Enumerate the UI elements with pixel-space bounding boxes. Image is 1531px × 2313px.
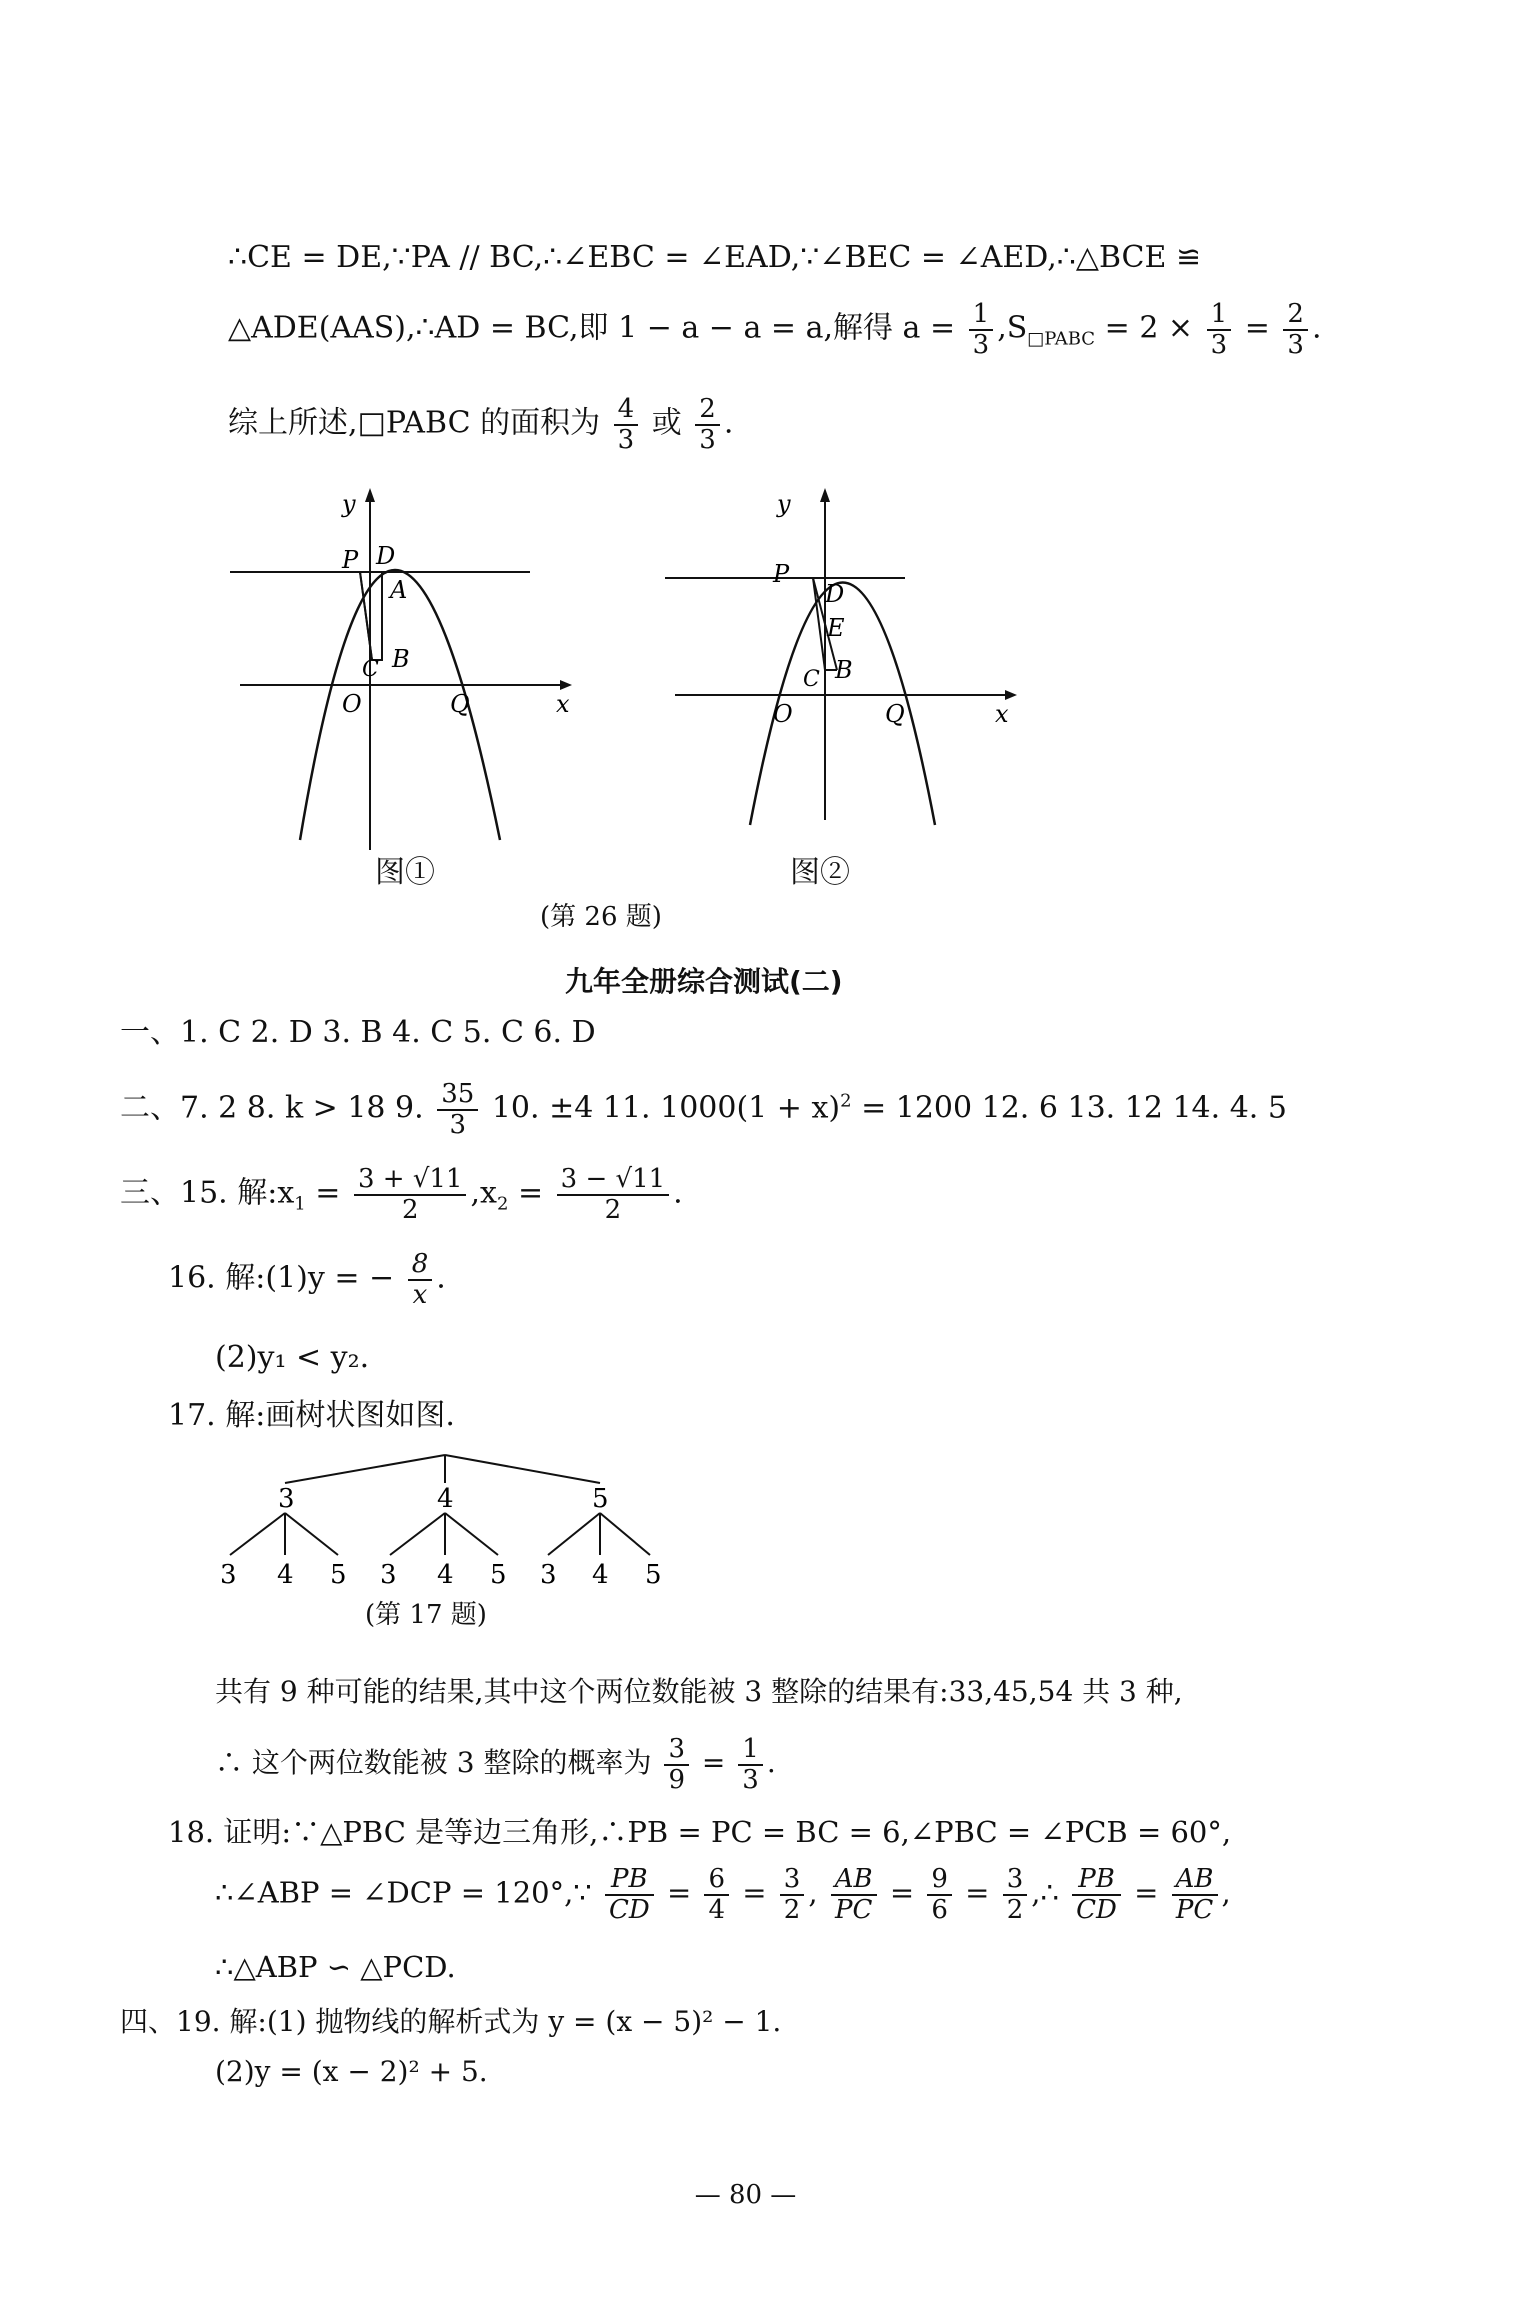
denominator: 3: [617, 424, 635, 455]
denominator: 2: [604, 1194, 622, 1225]
prev-line-3: [228, 395, 733, 454]
label-o: O: [342, 690, 362, 718]
tree-leaf: 5: [330, 1560, 347, 1590]
answer-18-line-1: 18. 证明:∵△PBC 是等边三角形,∴PB = PC = BC = 6,∠PBC = ∠PCB = 60°,: [168, 1815, 1232, 1849]
text: ,∴: [1031, 1875, 1059, 1910]
label-c: C: [362, 657, 379, 682]
tree-leaf: 3: [540, 1560, 557, 1590]
fraction: [704, 1865, 729, 1924]
text: =: [666, 1875, 692, 1910]
answer-19-line-1: 四、19. 解:(1) 抛物线的解析式为 y = (x − 5)² − 1.: [120, 2005, 782, 2038]
numerator: 1: [969, 300, 994, 331]
numerator: 4: [614, 395, 639, 426]
label-y: y: [342, 490, 356, 518]
numerator: 1: [738, 1735, 763, 1766]
fraction: [1283, 300, 1308, 359]
fraction: [969, 300, 994, 359]
text: △ADE(AAS),∴AD = BC,即 1 − a − a = a,解得 a =: [228, 310, 956, 346]
answers-part-1: 一、1. C 2. D 3. B 4. C 5. C 6. D: [120, 1015, 596, 1050]
text: ,: [1221, 1875, 1231, 1910]
answer-17-line-1: 共有 9 种可能的结果,其中这个两位数能被 3 整除的结果有:33,45,54 共 3 种,: [215, 1675, 1183, 1708]
label-b: B: [392, 645, 410, 673]
denominator: 3: [1210, 329, 1228, 360]
label-x: x: [995, 700, 1009, 728]
text: =: [742, 1875, 767, 1910]
denominator: 3: [972, 329, 990, 360]
numerator: PB: [1072, 1865, 1121, 1896]
tree-leaf: 4: [277, 1560, 294, 1590]
numerator: 3: [780, 1865, 805, 1896]
fraction: [437, 1080, 478, 1139]
fraction: [1072, 1865, 1121, 1924]
text: = 2 ×: [1104, 310, 1194, 346]
answer-17-line-2: [215, 1735, 776, 1794]
denominator: 2: [401, 1194, 419, 1225]
label-q: Q: [885, 700, 905, 728]
text: .: [766, 1746, 776, 1780]
numerator: 3 + √11: [354, 1165, 467, 1196]
denominator: 3: [449, 1109, 467, 1140]
numerator: 3 − √11: [557, 1165, 670, 1196]
numerator: 6: [704, 1865, 729, 1896]
text: .: [1311, 310, 1322, 346]
text: =: [1244, 310, 1270, 346]
text: ,x: [470, 1175, 497, 1211]
text: 三、15. 解:x: [120, 1175, 295, 1211]
tree-leaf: 3: [220, 1560, 237, 1590]
text: .: [673, 1175, 683, 1211]
fraction: [605, 1865, 654, 1924]
subscript: □PABC: [1027, 328, 1096, 350]
fraction: [927, 1865, 952, 1924]
page-number: — 80 —: [694, 2180, 797, 2210]
text: .: [436, 1260, 446, 1296]
answer-18-line-3: ∴△ABP ∽ △PCD.: [215, 1950, 456, 1984]
text: 或: [651, 405, 682, 441]
fraction: [831, 1865, 877, 1924]
tree-branch: [445, 1455, 600, 1483]
answer-19-line-2: (2)y = (x − 2)² + 5.: [215, 2055, 488, 2088]
fraction: [695, 395, 720, 454]
superscript: 2: [840, 1090, 852, 1112]
answer-16-part-2: (2)y₁ < y₂.: [215, 1340, 370, 1375]
denominator: 9: [668, 1764, 685, 1795]
label-q: Q: [450, 690, 470, 718]
text: =: [1134, 1875, 1159, 1910]
label-d: D: [825, 580, 845, 608]
text: ∴∠ABP = ∠DCP = 120°,∵: [215, 1875, 592, 1910]
fraction: [557, 1165, 670, 1224]
tree-leaf: 4: [437, 1560, 454, 1590]
label-b: B: [835, 656, 853, 684]
text: =: [965, 1875, 990, 1910]
subscript: 2: [496, 1193, 509, 1215]
fraction: [1207, 300, 1232, 359]
y-axis-arrow: [820, 488, 830, 502]
tree-leaf: 4: [592, 1560, 609, 1590]
text: = 1200 12. 6 13. 12 14. 4. 5: [851, 1090, 1287, 1126]
section-title: 九年全册综合测试(二): [565, 965, 843, 998]
denominator: 4: [708, 1894, 726, 1925]
text: 16. 解:(1)y = −: [168, 1260, 395, 1296]
tree-branch: [285, 1513, 338, 1555]
fraction: [738, 1735, 763, 1794]
fraction: [408, 1250, 433, 1309]
numerator: PB: [605, 1865, 654, 1896]
prev-line-1: [228, 240, 1201, 276]
problem-17-caption: (第 17 题): [365, 1600, 487, 1630]
text: .: [723, 405, 734, 441]
label-y: y: [777, 490, 791, 518]
denominator: 3: [742, 1764, 759, 1795]
denominator: 6: [931, 1894, 948, 1925]
tree-leaf: 3: [380, 1560, 397, 1590]
numerator: 2: [1283, 300, 1308, 331]
numerator: 35: [437, 1080, 478, 1111]
tree-branch: [285, 1455, 445, 1483]
numerator: 3: [1003, 1865, 1028, 1896]
answer-17-intro: 17. 解:画树状图如图.: [168, 1398, 455, 1433]
text: ,: [808, 1875, 818, 1910]
fraction: [664, 1735, 689, 1794]
tree-branch: [230, 1513, 285, 1555]
label-e: E: [827, 614, 845, 642]
fraction: [354, 1165, 467, 1224]
tree-branch: [445, 1513, 498, 1555]
prev-line-2: [228, 300, 1322, 359]
numerator: 3: [664, 1735, 689, 1766]
answers-part-2: [120, 1080, 1287, 1139]
text: 综上所述,□PABC 的面积为: [228, 405, 601, 441]
text: 二、7. 2 8. k > 18 9.: [120, 1090, 424, 1126]
figure-2-caption: 图②: [790, 855, 850, 890]
answer-18-line-2: [215, 1865, 1231, 1924]
text: ∴ 这个两位数能被 3 整除的概率为: [215, 1746, 652, 1780]
denominator: 3: [699, 424, 716, 455]
tree-diagram: [210, 1445, 680, 1595]
tree-branch: [390, 1513, 445, 1555]
numerator: 1: [1207, 300, 1232, 331]
denominator: PC: [1175, 1894, 1214, 1925]
denominator: PC: [835, 1894, 873, 1925]
text: ∴CE = DE,∵PA // BC,∴∠EBC = ∠EAD,∵∠BEC = ∠AED,∴△BCE ≌: [228, 240, 1202, 275]
label-x: x: [556, 690, 570, 718]
text: =: [305, 1175, 341, 1211]
answer-15: [120, 1165, 683, 1224]
figure-2-parabola: [665, 480, 1025, 850]
parabola-curve: [300, 570, 500, 840]
figure-1-parabola: [230, 480, 590, 850]
label-p: P: [773, 560, 790, 588]
tree-leaf: 5: [645, 1560, 662, 1590]
denominator: x: [412, 1279, 428, 1310]
label-d: D: [376, 542, 396, 570]
text: =: [701, 1746, 726, 1780]
text: 10. ±4 11. 1000(1 + x): [482, 1090, 841, 1126]
y-axis-arrow: [365, 488, 375, 502]
denominator: 2: [1006, 1894, 1024, 1925]
fraction: [1003, 1865, 1028, 1924]
denominator: CD: [1076, 1894, 1117, 1925]
label-p: P: [342, 546, 359, 574]
denominator: 2: [783, 1894, 801, 1925]
x-axis-arrow: [560, 680, 572, 690]
numerator: 9: [927, 1865, 952, 1896]
text: =: [889, 1875, 915, 1910]
tree-leaf: 5: [490, 1560, 507, 1590]
numerator: 8: [408, 1250, 433, 1281]
label-c: C: [803, 667, 820, 692]
text: =: [508, 1175, 544, 1211]
tree-branch: [600, 1513, 650, 1555]
tree-node: 4: [437, 1484, 454, 1514]
x-axis-arrow: [1005, 690, 1017, 700]
numerator: AB: [1172, 1865, 1218, 1896]
fraction: [614, 395, 639, 454]
label-a: A: [390, 576, 408, 604]
figure-1-caption: 图①: [375, 855, 435, 890]
text: ,S: [997, 310, 1028, 346]
tree-branch: [548, 1513, 600, 1555]
fraction: [1172, 1865, 1218, 1924]
label-o: O: [773, 700, 793, 728]
answer-16-part-1: [168, 1250, 446, 1309]
tree-node: 5: [592, 1484, 609, 1514]
fraction: [780, 1865, 805, 1924]
numerator: AB: [831, 1865, 877, 1896]
numerator: 2: [695, 395, 720, 426]
subscript: 1: [294, 1193, 306, 1215]
denominator: 3: [1287, 329, 1304, 360]
tree-node: 3: [278, 1484, 295, 1514]
denominator: CD: [608, 1894, 650, 1925]
problem-26-caption: (第 26 题): [540, 902, 662, 932]
